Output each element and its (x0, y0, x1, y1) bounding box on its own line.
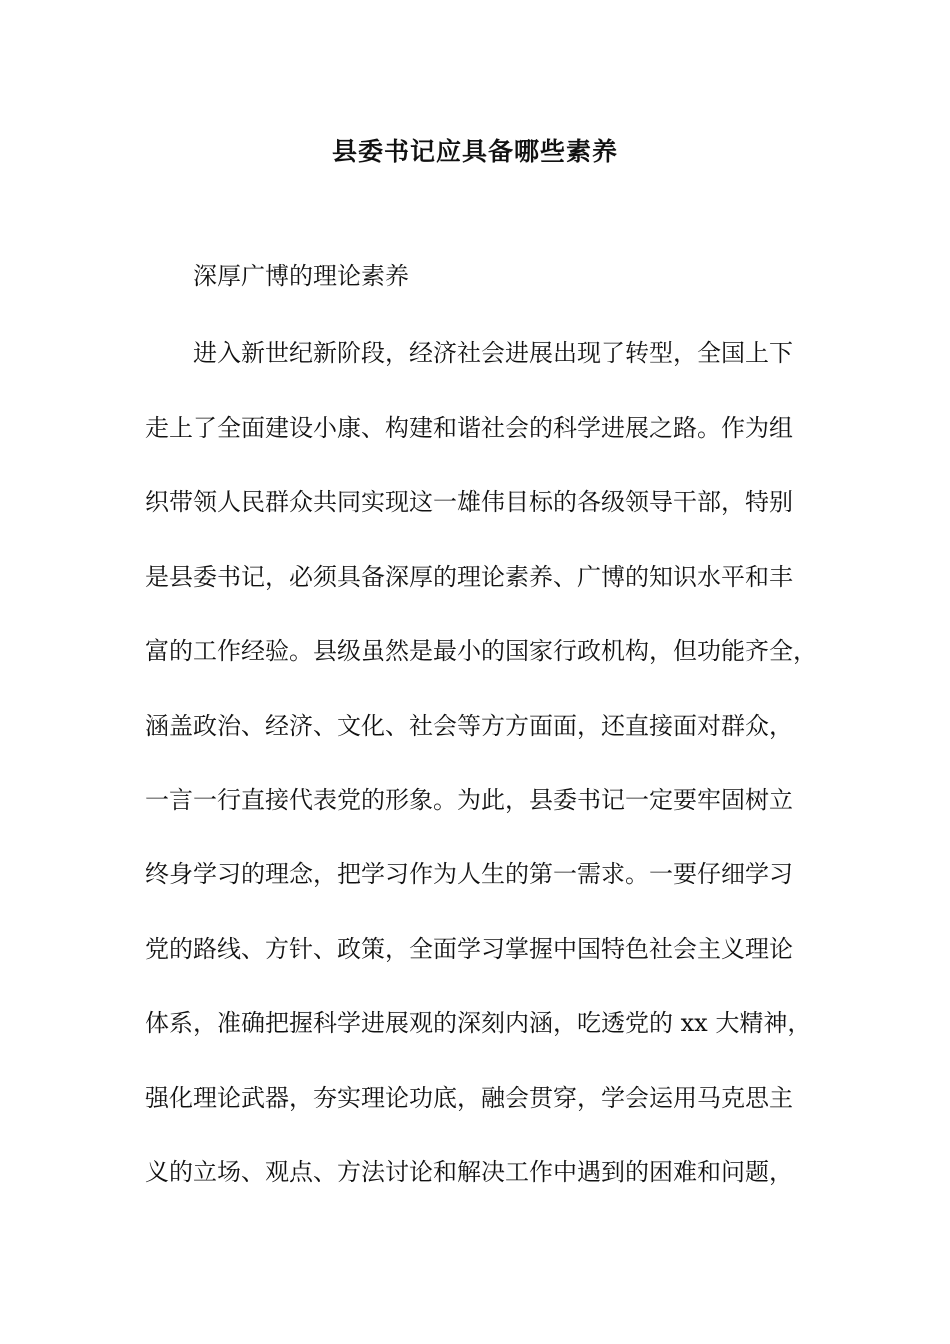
paragraph-line: 进入新世纪新阶段，经济社会进展出现了转型，全国上下 (193, 339, 793, 367)
paragraph-line: 富的工作经验。县级虽然是最小的国家行政机构，但功能齐全， (145, 637, 817, 665)
section-heading: 深厚广博的理论素养 (193, 262, 409, 290)
paragraph-line: 走上了全面建设小康、构建和谐社会的科学进展之路。作为组 (145, 414, 793, 442)
paragraph-line: 党的路线、方针、政策，全面学习掌握中国特色社会主义理论 (145, 935, 793, 963)
paragraph-line: 织带领人民群众共同实现这一雄伟目标的各级领导干部，特别 (145, 488, 793, 516)
paragraph-line: 体系，准确把握科学进展观的深刻内涵，吃透党的 xx 大精神， (145, 1009, 812, 1037)
paragraph-line: 一言一行直接代表党的形象。为此，县委书记一定要牢固树立 (145, 786, 793, 814)
paragraph-line: 义的立场、观点、方法讨论和解决工作中遇到的困难和问题， (145, 1158, 793, 1186)
paragraph-line: 是县委书记，必须具备深厚的理论素养、广博的知识水平和丰 (145, 563, 793, 591)
paragraph-line: 涵盖政治、经济、文化、社会等方方面面，还直接面对群众， (145, 712, 793, 740)
paragraph-line: 强化理论武器，夯实理论功底，融会贯穿，学会运用马克思主 (145, 1084, 793, 1112)
paragraph-line: 终身学习的理念，把学习作为人生的第一需求。一要仔细学习 (145, 860, 793, 888)
document-title: 县委书记应具备哪些素养 (331, 137, 618, 166)
